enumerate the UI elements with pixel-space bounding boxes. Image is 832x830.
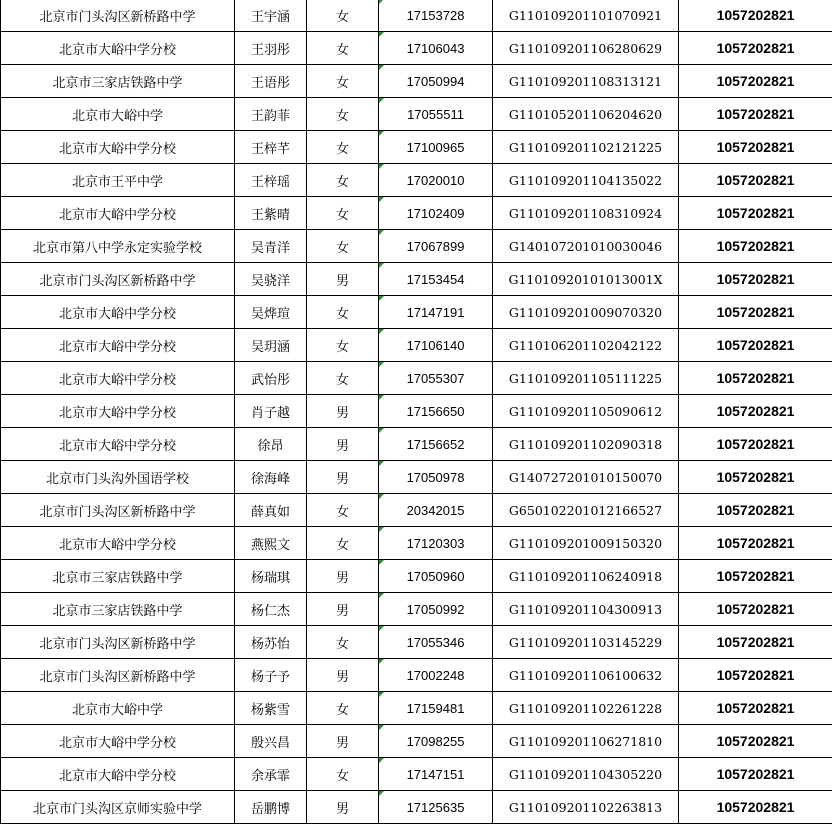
gender-cell[interactable]: 男 xyxy=(307,560,379,593)
gender-cell[interactable]: 女 xyxy=(307,131,379,164)
student-number-cell[interactable]: 20342015 xyxy=(379,494,493,527)
id-number-cell[interactable]: G110109201104305220 xyxy=(493,758,679,791)
school-cell[interactable]: 北京市大峪中学分校 xyxy=(1,32,235,65)
school-cell[interactable]: 北京市大峪中学分校 xyxy=(1,197,235,230)
school-cell[interactable]: 北京市大峪中学分校 xyxy=(1,329,235,362)
name-cell[interactable]: 王羽彤 xyxy=(235,32,307,65)
code-cell[interactable]: 1057202821 xyxy=(679,758,832,791)
school-cell[interactable]: 北京市门头沟区新桥路中学 xyxy=(1,0,235,32)
name-cell[interactable]: 徐海峰 xyxy=(235,461,307,494)
student-number-cell[interactable]: 17067899 xyxy=(379,230,493,263)
school-cell[interactable]: 北京市大峪中学分校 xyxy=(1,296,235,329)
code-cell[interactable]: 1057202821 xyxy=(679,131,832,164)
table-row xyxy=(1,395,832,428)
table-row xyxy=(1,32,832,65)
school-cell[interactable]: 北京市大峪中学分校 xyxy=(1,131,235,164)
gender-cell[interactable]: 男 xyxy=(307,461,379,494)
id-number-cell[interactable]: G110109201105090612 xyxy=(493,395,679,428)
student-number-cell[interactable]: 17055307 xyxy=(379,362,493,395)
student-number-cell[interactable]: 17100965 xyxy=(379,131,493,164)
gender-cell[interactable]: 女 xyxy=(307,329,379,362)
school-cell[interactable]: 北京市大峪中学 xyxy=(1,98,235,131)
name-cell[interactable]: 杨仁杰 xyxy=(235,593,307,626)
student-number-cell[interactable]: 17002248 xyxy=(379,659,493,692)
name-cell[interactable]: 杨子予 xyxy=(235,659,307,692)
student-number-cell[interactable]: 17050994 xyxy=(379,65,493,98)
school-cell[interactable]: 北京市三家店铁路中学 xyxy=(1,65,235,98)
name-cell[interactable]: 吴青洋 xyxy=(235,230,307,263)
id-number-cell[interactable]: G110109201102263813 xyxy=(493,791,679,824)
table-row xyxy=(1,758,832,791)
gender-cell[interactable]: 女 xyxy=(307,527,379,560)
gender-cell[interactable]: 女 xyxy=(307,758,379,791)
id-number-cell[interactable]: G110109201106271810 xyxy=(493,725,679,758)
student-number-cell[interactable]: 17156652 xyxy=(379,428,493,461)
gender-cell[interactable]: 男 xyxy=(307,593,379,626)
id-number-cell[interactable]: G110109201108310924 xyxy=(493,197,679,230)
code-cell[interactable]: 1057202821 xyxy=(679,296,832,329)
table-row xyxy=(1,296,832,329)
code-cell[interactable]: 1057202821 xyxy=(679,659,832,692)
student-number-cell[interactable]: 17153728 xyxy=(379,0,493,32)
gender-cell[interactable]: 男 xyxy=(307,791,379,824)
school-cell[interactable]: 北京市大峪中学分校 xyxy=(1,725,235,758)
gender-cell[interactable]: 男 xyxy=(307,725,379,758)
gender-cell[interactable]: 女 xyxy=(307,0,379,32)
id-number-cell[interactable]: G110109201106280629 xyxy=(493,32,679,65)
id-number-cell[interactable]: G110109201105111225 xyxy=(493,362,679,395)
name-cell[interactable]: 吴玥涵 xyxy=(235,329,307,362)
gender-cell[interactable]: 女 xyxy=(307,296,379,329)
code-cell[interactable]: 1057202821 xyxy=(679,560,832,593)
code-cell[interactable]: 1057202821 xyxy=(679,461,832,494)
id-number-cell[interactable]: G110105201106204620 xyxy=(493,98,679,131)
table-row xyxy=(1,560,832,593)
id-number-cell[interactable]: G110109201102121225 xyxy=(493,131,679,164)
id-number-cell[interactable]: G110109201009070320 xyxy=(493,296,679,329)
id-number-cell[interactable]: G110109201104135022 xyxy=(493,164,679,197)
table-row xyxy=(1,527,832,560)
school-cell[interactable]: 北京市大峪中学分校 xyxy=(1,362,235,395)
id-number-cell[interactable]: G110109201102090318 xyxy=(493,428,679,461)
table-row xyxy=(1,197,832,230)
gender-cell[interactable]: 女 xyxy=(307,626,379,659)
student-number-cell[interactable]: 17055511 xyxy=(379,98,493,131)
school-cell[interactable]: 北京市大峪中学分校 xyxy=(1,758,235,791)
student-number-cell[interactable]: 17050978 xyxy=(379,461,493,494)
student-number-cell[interactable]: 17106140 xyxy=(379,329,493,362)
school-cell[interactable]: 北京市三家店铁路中学 xyxy=(1,593,235,626)
code-cell[interactable]: 1057202821 xyxy=(679,230,832,263)
table-row xyxy=(1,428,832,461)
table-row xyxy=(1,593,832,626)
table-row xyxy=(1,725,832,758)
table-row xyxy=(1,461,832,494)
table-row xyxy=(1,164,832,197)
gender-cell[interactable]: 女 xyxy=(307,32,379,65)
school-cell[interactable]: 北京市大峪中学分校 xyxy=(1,395,235,428)
id-number-cell[interactable]: G110109201106240918 xyxy=(493,560,679,593)
code-cell[interactable]: 1057202821 xyxy=(679,527,832,560)
code-cell[interactable]: 1057202821 xyxy=(679,791,832,824)
gender-cell[interactable]: 女 xyxy=(307,164,379,197)
student-number-cell[interactable]: 17050992 xyxy=(379,593,493,626)
id-number-cell[interactable]: G650102201012166527 xyxy=(493,494,679,527)
student-number-cell[interactable]: 17055346 xyxy=(379,626,493,659)
school-cell[interactable]: 北京市王平中学 xyxy=(1,164,235,197)
student-number-cell[interactable]: 17159481 xyxy=(379,692,493,725)
gender-cell[interactable]: 女 xyxy=(307,692,379,725)
student-number-cell[interactable]: 17050960 xyxy=(379,560,493,593)
code-cell[interactable]: 1057202821 xyxy=(679,32,832,65)
name-cell[interactable]: 王语彤 xyxy=(235,65,307,98)
table-row xyxy=(1,659,832,692)
code-cell[interactable]: 1057202821 xyxy=(679,395,832,428)
name-cell[interactable]: 王宇涵 xyxy=(235,0,307,32)
student-number-cell[interactable]: 17125635 xyxy=(379,791,493,824)
school-cell[interactable]: 北京市大峪中学分校 xyxy=(1,428,235,461)
gender-cell[interactable]: 女 xyxy=(307,98,379,131)
gender-cell[interactable]: 男 xyxy=(307,395,379,428)
table-row xyxy=(1,65,832,98)
school-cell[interactable]: 北京市大峪中学 xyxy=(1,692,235,725)
id-number-cell[interactable]: G110109201106100632 xyxy=(493,659,679,692)
name-cell[interactable]: 殷兴昌 xyxy=(235,725,307,758)
school-cell[interactable]: 北京市第八中学永定实验学校 xyxy=(1,230,235,263)
code-cell[interactable]: 1057202821 xyxy=(679,593,832,626)
id-number-cell[interactable]: G110109201108313121 xyxy=(493,65,679,98)
school-cell[interactable]: 北京市大峪中学分校 xyxy=(1,527,235,560)
school-cell[interactable]: 北京市门头沟外国语学校 xyxy=(1,461,235,494)
student-number-cell[interactable]: 17102409 xyxy=(379,197,493,230)
student-number-cell[interactable]: 17147151 xyxy=(379,758,493,791)
id-number-cell[interactable]: G140107201010030046 xyxy=(493,230,679,263)
student-number-cell[interactable]: 17098255 xyxy=(379,725,493,758)
name-cell[interactable]: 武怡彤 xyxy=(235,362,307,395)
name-cell[interactable]: 王梓瑶 xyxy=(235,164,307,197)
table-body xyxy=(1,0,832,824)
table-row xyxy=(1,626,832,659)
table-row xyxy=(1,494,832,527)
student-number-cell[interactable]: 17153454 xyxy=(379,263,493,296)
school-cell[interactable]: 北京市门头沟区新桥路中学 xyxy=(1,263,235,296)
code-cell[interactable]: 1057202821 xyxy=(679,428,832,461)
name-cell[interactable]: 燕熙文 xyxy=(235,527,307,560)
school-cell[interactable]: 北京市门头沟区新桥路中学 xyxy=(1,494,235,527)
id-number-cell[interactable]: G11010920101013001X xyxy=(493,263,679,296)
code-cell[interactable]: 1057202821 xyxy=(679,725,832,758)
name-cell[interactable]: 王紫晴 xyxy=(235,197,307,230)
id-number-cell[interactable]: G110109201101070921 xyxy=(493,0,679,32)
name-cell[interactable]: 肖子越 xyxy=(235,395,307,428)
table-row xyxy=(1,263,832,296)
code-cell[interactable]: 1057202821 xyxy=(679,197,832,230)
school-cell[interactable]: 北京市门头沟区新桥路中学 xyxy=(1,659,235,692)
id-number-cell[interactable]: G110109201104300913 xyxy=(493,593,679,626)
name-cell[interactable]: 吴烨瑄 xyxy=(235,296,307,329)
code-cell[interactable]: 1057202821 xyxy=(679,65,832,98)
school-cell[interactable]: 北京市门头沟区京师实验中学 xyxy=(1,791,235,824)
table-row xyxy=(1,230,832,263)
id-number-cell[interactable]: G110109201009150320 xyxy=(493,527,679,560)
student-number-cell[interactable]: 17020010 xyxy=(379,164,493,197)
id-number-cell[interactable]: G110109201102261228 xyxy=(493,692,679,725)
table-row xyxy=(1,791,832,824)
name-cell[interactable]: 吴骁洋 xyxy=(235,263,307,296)
code-cell[interactable]: 1057202821 xyxy=(679,494,832,527)
name-cell[interactable]: 杨苏怡 xyxy=(235,626,307,659)
student-number-cell[interactable]: 17156650 xyxy=(379,395,493,428)
gender-cell[interactable]: 女 xyxy=(307,230,379,263)
code-cell[interactable]: 1057202821 xyxy=(679,626,832,659)
gender-cell[interactable]: 女 xyxy=(307,494,379,527)
table-row xyxy=(1,0,832,32)
gender-cell[interactable]: 男 xyxy=(307,263,379,296)
name-cell[interactable]: 薛真如 xyxy=(235,494,307,527)
code-cell[interactable]: 1057202821 xyxy=(679,692,832,725)
name-cell[interactable]: 杨紫雪 xyxy=(235,692,307,725)
gender-cell[interactable]: 女 xyxy=(307,197,379,230)
code-cell[interactable]: 1057202821 xyxy=(679,164,832,197)
code-cell[interactable]: 1057202821 xyxy=(679,329,832,362)
student-number-cell[interactable]: 17120303 xyxy=(379,527,493,560)
code-cell[interactable]: 1057202821 xyxy=(679,263,832,296)
name-cell[interactable]: 王梓芊 xyxy=(235,131,307,164)
id-number-cell[interactable]: G140727201010150070 xyxy=(493,461,679,494)
name-cell[interactable]: 徐昂 xyxy=(235,428,307,461)
code-cell[interactable]: 1057202821 xyxy=(679,0,832,32)
student-number-cell[interactable]: 17147191 xyxy=(379,296,493,329)
school-cell[interactable]: 北京市门头沟区新桥路中学 xyxy=(1,626,235,659)
gender-cell[interactable]: 男 xyxy=(307,659,379,692)
student-number-cell[interactable]: 17106043 xyxy=(379,32,493,65)
code-cell[interactable]: 1057202821 xyxy=(679,98,832,131)
table-row xyxy=(1,131,832,164)
id-number-cell[interactable]: G110106201102042122 xyxy=(493,329,679,362)
name-cell[interactable]: 王韵菲 xyxy=(235,98,307,131)
name-cell[interactable]: 杨瑞琪 xyxy=(235,560,307,593)
name-cell[interactable]: 余承霏 xyxy=(235,758,307,791)
gender-cell[interactable]: 男 xyxy=(307,428,379,461)
id-number-cell[interactable]: G110109201103145229 xyxy=(493,626,679,659)
table-row xyxy=(1,98,832,131)
name-cell[interactable]: 岳鹏博 xyxy=(235,791,307,824)
table-row xyxy=(1,692,832,725)
table-row xyxy=(1,362,832,395)
table-row xyxy=(1,329,832,362)
code-cell[interactable]: 1057202821 xyxy=(679,362,832,395)
school-cell[interactable]: 北京市三家店铁路中学 xyxy=(1,560,235,593)
gender-cell[interactable]: 女 xyxy=(307,65,379,98)
gender-cell[interactable]: 女 xyxy=(307,362,379,395)
